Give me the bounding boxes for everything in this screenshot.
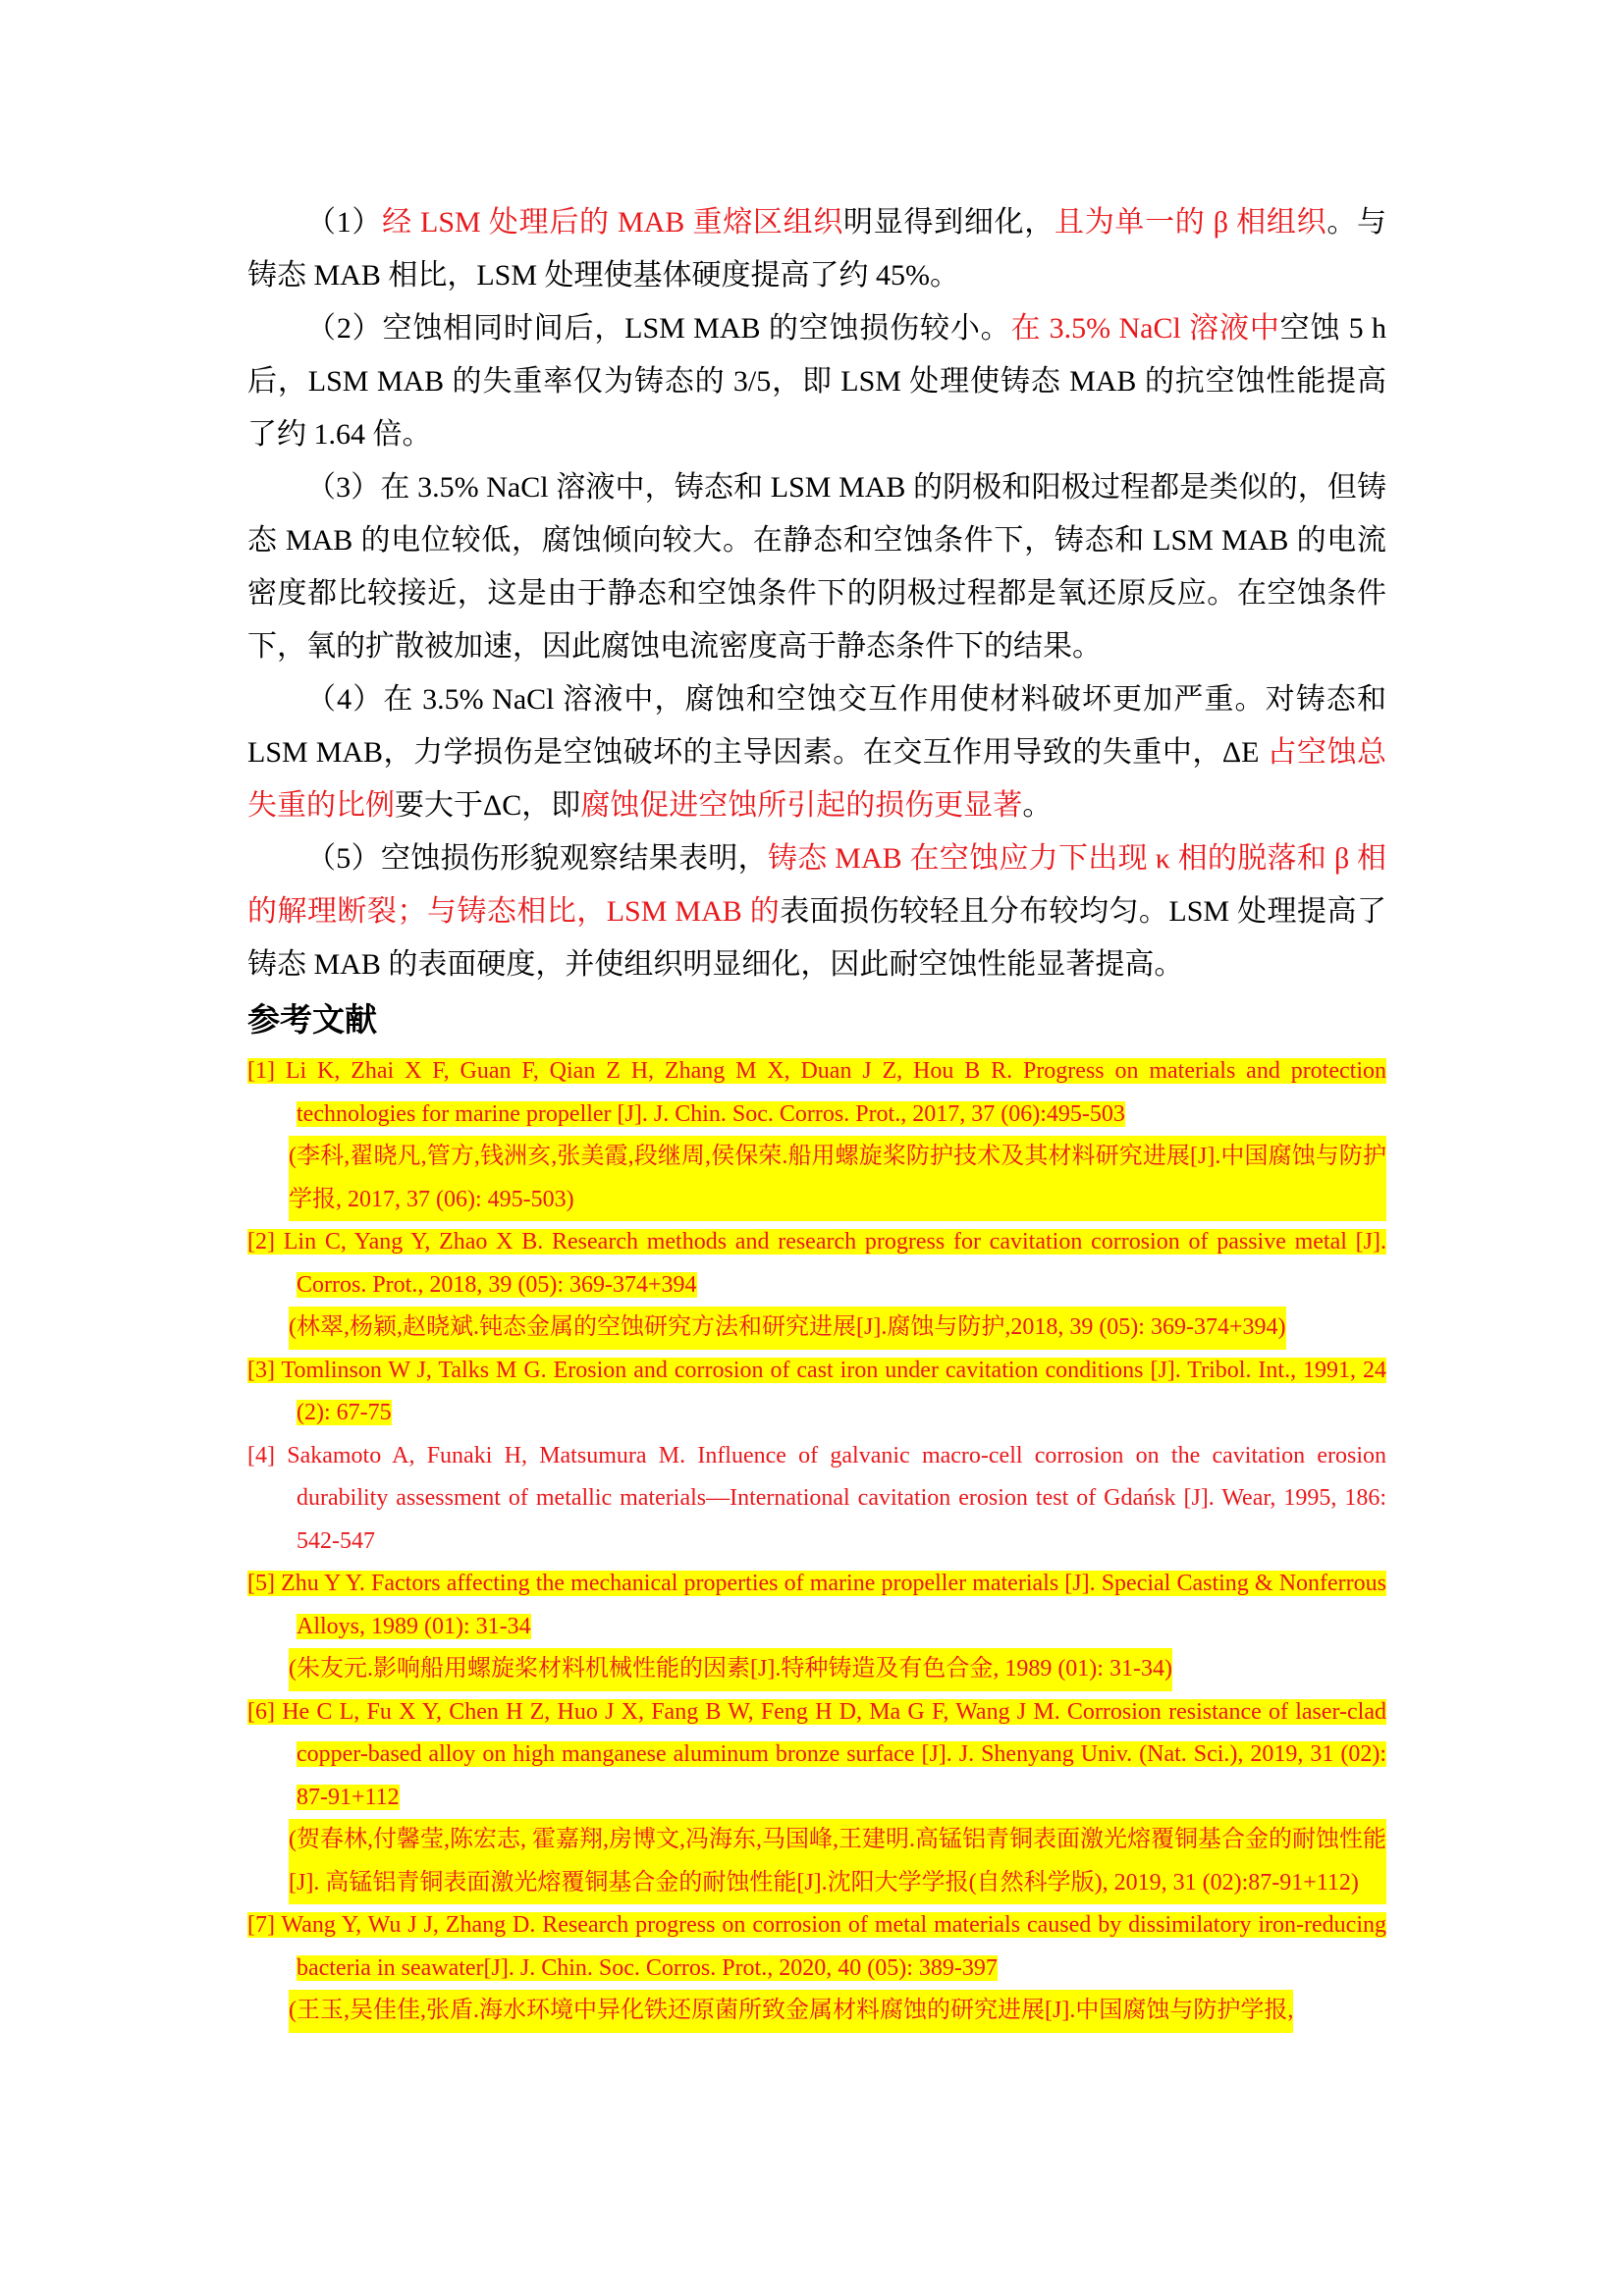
body-text: 在 3.5% NaCl 溶液中，铸态和 LSM MAB 的阴极和阳极过程都是类似的，但铸态 MAB 的电位较低，腐蚀倾向较大。在静态和空蚀条件下，铸态和 LSM MAB 的电流密度都比较接近，这是由于静态和空蚀条件下的阴极过程都是氧还原反应。在空蚀条件下，氧的扩散被加速，因此腐蚀电流密度高于静态条件下的结果。 <box>247 471 1386 663</box>
references-heading: 参考文献 <box>247 1000 377 1039</box>
reference-item <box>247 1904 1386 2033</box>
highlighted-text: 且为单一的 β 相组织 <box>1054 206 1327 239</box>
reference-english: [1] Li K, Zhai X F, Guan F, Qian Z H, Zhang M X, Duan J Z, Hou B R. Progress on materials and protection technologies for marine propeller [J]. J. Chin. Soc. Corros. Prot., 2017, 37 (06):495-503 <box>247 1058 1386 1127</box>
document-page <box>247 196 1386 2033</box>
body-text: 空蚀 5 h 后，LSM MAB 的失重率仅为铸态的 3/5，即 LSM 处理使铸态 MAB 的抗空蚀性能提高了约 1.64 倍。 <box>247 312 1386 451</box>
highlighted-text: 经 LSM 处理后的 MAB 重熔区组织 <box>382 206 844 239</box>
references-list <box>247 1050 1386 2033</box>
reference-english: [7] Wang Y, Wu J J, Zhang D. Research progress on corrosion of metal materials caused by dissimilatory iron-reducing bacteria in seawater[J]. J. Chin. Soc. Corros. Prot., 2020, 40 (05): 389-397 <box>247 1912 1386 1981</box>
conclusion-label: （1） <box>306 206 383 239</box>
reference-english: [4] Sakamoto A, Funaki H, Matsumura M. Influence of galvanic macro-cell corrosion on the cavitation erosion durability assessment of metallic materials—International cavitation erosion test of Gdańsk [J]. Wear, 1995, 186: 542-547 <box>247 1442 1386 1554</box>
conclusion-paragraph <box>247 832 1386 991</box>
body-text: 空蚀相同时间后，LSM MAB 的空蚀损伤较小。 <box>382 312 1011 345</box>
body-text: 表面损伤较轻且分布较均匀。LSM 处理提高了铸态 MAB 的表面硬度，并使组织明显细化，因此耐空蚀性能显著提高。 <box>247 895 1386 981</box>
conclusion-paragraph <box>247 196 1386 302</box>
reference-item <box>247 1350 1386 1435</box>
conclusion-paragraph <box>247 302 1386 461</box>
reference-item <box>247 1050 1386 1221</box>
reference-english: [6] He C L, Fu X Y, Chen H Z, Huo J X, Fang B W, Feng H D, Ma G F, Wang J M. Corrosion resistance of laser-clad copper-based alloy on high manganese aluminum bronze surface [J]. J. Shenyang Univ. (Nat. Sci.), 2019, 31 (02): 87-91+112 <box>247 1698 1386 1810</box>
reference-chinese: (贺春林,付馨莹,陈宏志, 霍嘉翔,房博文,冯海东,马国峰,王建明.高锰铝青铜表面激光熔覆铜基合金的耐蚀性能[J]. 高锰铝青铜表面激光熔覆铜基合金的耐蚀性能[J].沈阳大学学报(自然科学版), 2019, 31 (02):87-91+112) <box>289 1819 1386 1904</box>
conclusion-paragraph <box>247 673 1386 832</box>
conclusions-section <box>247 196 1386 991</box>
reference-english: [5] Zhu Y Y. Factors affecting the mechanical properties of marine propeller materials [J]. Special Casting & Nonferrous Alloys, 1989 (01): 31-34 <box>247 1571 1386 1639</box>
conclusion-label: （3） <box>306 471 381 504</box>
reference-item <box>247 1221 1386 1350</box>
reference-item <box>247 1563 1386 1691</box>
body-text: 明显得到细化， <box>843 206 1055 239</box>
reference-chinese: (朱友元.影响船用螺旋桨材料机械性能的因素[J].特种铸造及有色合金, 1989 (01): 31-34) <box>289 1648 1172 1691</box>
body-text: 。与铸态 MAB 相比，LSM 处理使基体硬度提高了约 45%。 <box>247 206 1387 292</box>
body-text: 。 <box>1022 789 1053 822</box>
reference-item <box>247 1435 1386 1564</box>
reference-item <box>247 1691 1386 1905</box>
conclusion-label: （5） <box>306 842 381 875</box>
reference-chinese: (林翠,杨颖,赵晓斌.钝态金属的空蚀研究方法和研究进展[J].腐蚀与防护,2018, 39 (05): 369-374+394) <box>289 1307 1286 1350</box>
highlighted-text: 铸态 MAB 在空蚀应力下出现 κ 相的脱落和 β 相的解理断裂；与铸态相比，LSM MAB 的 <box>247 842 1387 928</box>
reference-chinese: (王玉,吴佳佳,张盾.海水环境中异化铁还原菌所致金属材料腐蚀的研究进展[J].中国腐蚀与防护学报, <box>289 1990 1293 2033</box>
highlighted-text: 腐蚀促进空蚀所引起的损伤更显著 <box>580 789 1023 822</box>
conclusion-paragraph <box>247 461 1386 673</box>
highlighted-text: 占空蚀总失重的比例 <box>247 736 1386 822</box>
highlighted-text: 在 3.5% NaCl 溶液中 <box>1010 312 1280 345</box>
body-text: 要大于ΔC，即 <box>395 789 581 822</box>
conclusion-label: （2） <box>306 312 383 345</box>
conclusion-label: （4） <box>306 683 384 716</box>
body-text: 在 3.5% NaCl 溶液中，腐蚀和空蚀交互作用使材料破坏更加严重。对铸态和 LSM MAB，力学损伤是空蚀破坏的主导因素。在交互作用导致的失重中，ΔE <box>247 683 1386 769</box>
reference-english: [3] Tomlinson W J, Talks M G. Erosion and corrosion of cast iron under cavitation conditions [J]. Tribol. Int., 1991, 24 (2): 67-75 <box>247 1357 1386 1425</box>
reference-english: [2] Lin C, Yang Y, Zhao X B. Research methods and research progress for cavitation corrosion of passive metal [J]. Corros. Prot., 2018, 39 (05): 369-374+394 <box>247 1229 1386 1298</box>
reference-chinese: (李科,翟晓凡,管方,钱洲亥,张美霞,段继周,侯保荣.船用螺旋桨防护技术及其材料研究进展[J].中国腐蚀与防护学报, 2017, 37 (06): 495-503) <box>289 1136 1386 1221</box>
body-text: 空蚀损伤形貌观察结果表明， <box>380 842 768 875</box>
